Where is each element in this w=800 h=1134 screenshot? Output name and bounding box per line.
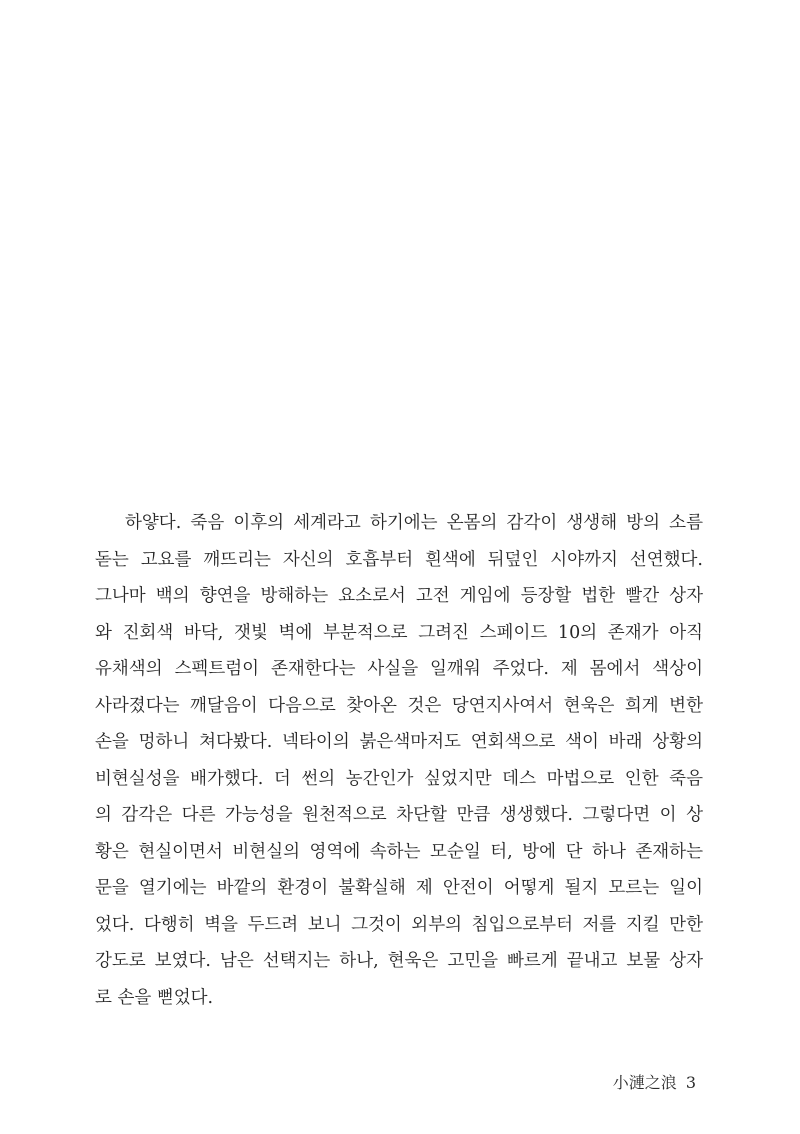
paragraph-line: 그나마 백의 향연을 방해하는 요소로서 고전 게임에 등장할 법한 빨간 상자 (95, 586, 703, 606)
paragraph-line: 의 감각은 다른 가능성을 원천적으로 차단할 만큼 생생했다. 그렇다면 이 상 (95, 805, 703, 825)
paragraph-line: 었다. 다행히 벽을 두드려 보니 그것이 외부의 침입으로부터 저를 지킬 만한 (95, 914, 703, 935)
paragraph-line: 와 진회색 바닥, 잿빛 벽에 부분적으로 그려진 스페이드 10의 존재가 아직 (95, 622, 703, 643)
paragraph-line: 손을 멍하니 쳐다봤다. 넥타이의 붉은색마저도 연회색으로 색이 바래 상황의 (95, 732, 703, 752)
paragraph-line: 문을 열기에는 바깥의 환경이 불확실해 제 안전이 어떻게 될지 모르는 일이 (95, 878, 703, 898)
paragraph-line: 사라졌다는 깨달음이 다음으로 찾아온 것은 당연지사여서 현욱은 희게 변한 (95, 695, 703, 716)
running-title: 小漣之浪 (612, 1073, 677, 1092)
paragraph-line: 로 손을 뻗었다. (95, 987, 214, 1008)
paragraph-line: 하얗다. 죽음 이후의 세계라고 하기에는 온몸의 감각이 생생해 방의 소름 (125, 513, 703, 533)
page-footer (592, 1050, 696, 1116)
body-paragraph (95, 505, 703, 1016)
paragraph-line: 황은 현실이면서 비현실의 영역에 속하는 모순일 터, 방에 단 하나 존재하는 (95, 841, 703, 862)
paragraph-line: 강도로 보였다. 남은 선택지는 하나, 현욱은 고민을 빠르게 끝내고 보물 상자 (95, 951, 703, 971)
paragraph-line: 비현실성을 배가했다. 더 썬의 농간인가 싶었지만 데스 마법으로 인한 죽음 (95, 768, 703, 789)
paragraph-line: 유채색의 스펙트럼이 존재한다는 사실을 일깨워 주었다. 제 몸에서 색상이 (95, 659, 703, 679)
paragraph-line: 돋는 고요를 깨뜨리는 자신의 호흡부터 흰색에 뒤덮인 시야까지 선연했다. (95, 549, 703, 570)
page-number: 3 (685, 1073, 696, 1092)
